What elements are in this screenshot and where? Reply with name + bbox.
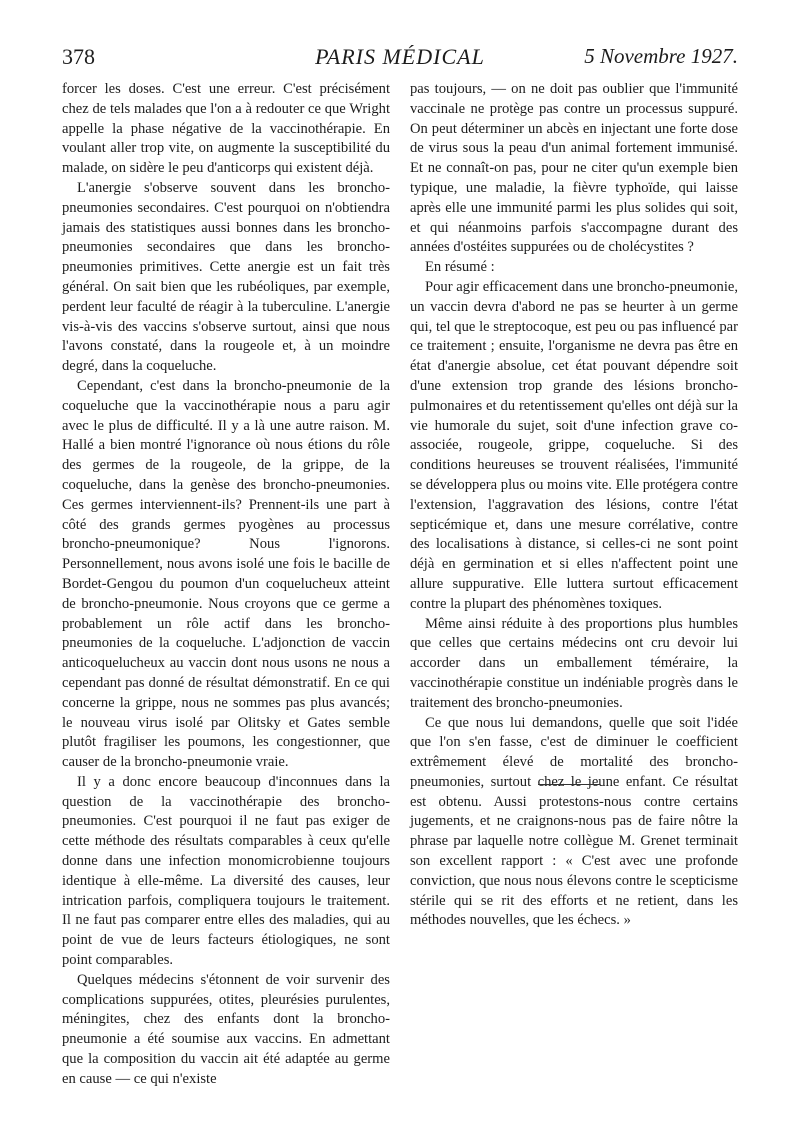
paragraph: forcer les doses. C'est une erreur. C'est précisément chez de tels malades que l'on a à redouter ce que Wright appelle la phase négative de la vaccinothérapie. En voulant aller trop vite, on augmente la susceptibilité du malade, on sidère le peu d'anticorps qui existent déjà.: [62, 81, 390, 177]
right-column: [410, 80, 738, 931]
issue-date: 5 Novembre 1927.: [584, 44, 738, 68]
page-header: [62, 44, 738, 76]
end-rule: [538, 784, 600, 785]
paragraph: Pour agir efficacement dans une broncho-pneumonie, un vaccin devra d'abord ne pas se heurter à un germe qui, tel que le streptocoque, est peu ou pas influencé par ce traitement ; ensuite, l'organisme ne devra pas être en état d'anergie absolue, cet état pouvant dépendre soit d'une extension trop grande des lésions broncho-pulmonaires et du retentissement qu'elles ont déjà sur la vie humorale du sujet, soit d'une infection grave co-associée, rougeole, grippe, coqueluche. Si des conditions heureuses se trouvent réalisées, l'immunité se développera plus ou moins vite. Elle protégera contre l'extension, l'aggravation des lésions, contre l'état septicémique et, dans une mesure corrélative, contre des localisations à distance, si celles-ci ne sont point déjà en germination et si elles n'affectent point une allure suppurative. Elle luttera surtout efficacement contre la plupart des phénomènes toxiques.: [410, 278, 738, 612]
left-column: [62, 80, 390, 1090]
paragraph: pas toujours, — on ne doit pas oublier que l'immunité vaccinale ne protège pas contre un processus suppuré. On peut déterminer un abcès en injectant une forte dose de virus sous la peau d'un animal fortement immunisé. Et ne connaît-on pas, pour ne citer qu'un exemple bien typique, une maladie, la fièvre typhoïde, qui laisse après elle une immunité parmi les plus solides qui soit, et qui néanmoins parfois s'accompagne durant des années d'ostéites suppurées ou de cholécystites ?: [410, 81, 738, 256]
paragraph: Ce que nous lui demandons, quelle que soit l'idée que l'on s'en fasse, c'est de diminuer le coefficient extrêmement élevé de mortalité des broncho-pneumonies, surtout chez le jeune enfant. Ce résultat est obtenu. Aussi protestons-nous contre certains jugements, et ne craignons-nous pas de faire nôtre la phrase par laquelle notre collègue M. Grenet terminait son excellent rapport : « C'est avec une profonde conviction, que nous nous élevons contre le scepticisme stérile qui se rit des efforts et ne retient, dans les méthodes nouvelles, que les échecs. »: [410, 714, 738, 929]
paragraph: Même ainsi réduite à des proportions plus humbles que celles que certains médecins ont cru devoir lui accorder dans un emballement téméraire, la vaccinothérapie constitue un indéniable progrès dans le traitement des broncho-pneumonies.: [410, 615, 738, 711]
paragraph: L'anergie s'observe souvent dans les broncho-pneumonies secondaires. C'est pourquoi on n'obtiendra jamais des statistiques aussi bonnes dans les broncho-pneumonies secondaires que dans les broncho-pneumonies primitives. Cette anergie est un fait très général. On sait bien que les rubéoliques, par exemple, perdent leur faculté de réagir à la tuberculine. L'anergie vis-à-vis des vaccins s'observe surtout, ainsi que nous l'avons constaté, dans la rougeole et, à un moindre degré, dans la coqueluche.: [62, 179, 390, 375]
page-number: 378: [62, 44, 95, 69]
paragraph: En résumé :: [425, 259, 495, 276]
journal-title: PARIS MÉDICAL: [315, 44, 485, 69]
paragraph: Quelques médecins s'étonnent de voir survenir des complications suppurées, otites, pleurésies purulentes, méningites, chez des enfants dont la broncho-pneumonie a été soumise aux vaccins. En admettant que la composition du vaccin ait été adaptée au germe en cause — ce qui n'existe: [62, 971, 390, 1087]
paragraph: Cependant, c'est dans la broncho-pneumonie de la coqueluche que la vaccinothérapie nous a paru agir avec le plus de difficulté. Il y a là une autre raison. M. Hallé a bien montré l'ignorance où nous étions du rôle des germes de la rougeole, de la grippe, de la coqueluche, dans la genèse des broncho-pneumonies. Ces germes interviennent-ils? Prennent-ils une part à côté des grands germes pyogènes au processus broncho-pneumonique? Nous l'ignorons. Personnellement, nous avons isolé une fois le bacille de Bordet-Gengou du poumon d'un coquelucheux atteint de broncho-pneumonie. Nous croyons que ce germe a probablement un rôle actif dans les broncho-pneumonies de la coqueluche. L'adjonction de vaccin anticoquelucheux au vaccin dont nous usons ne nous a cependant pas donné de résultat démonstratif. En ce qui concerne la grippe, nous ne sommes pas plus avancés; le nouveau virus isolé par Olitsky et Gates semble plutôt fragiliser les poumons, les congestionner, que causer de la broncho-pneumonie vraie.: [62, 377, 390, 771]
paragraph: Il y a donc encore beaucoup d'inconnues dans la question de la vaccinothérapie des broncho-pneumonies. C'est pourquoi il ne faut pas exiger de cette méthode des résultats comparables à ceux qu'elle donne dans une infection monomicrobienne toujours identique à elle-même. La diversité des causes, leur intrication parfois, compliquera toujours le traitement. Il ne faut pas comparer entre elles des maladies, qui au point de vue de leurs facteurs étiologiques, ne sont point comparables.: [62, 773, 390, 969]
